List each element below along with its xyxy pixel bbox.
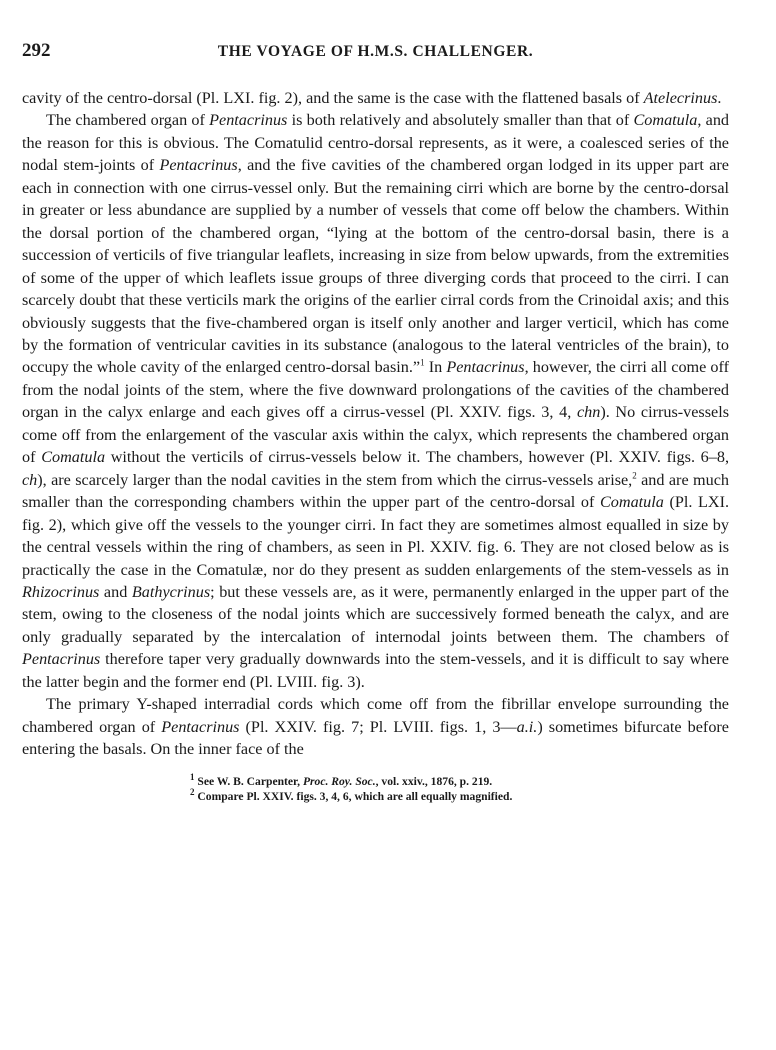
italic-term: Bathycrinus — [131, 582, 211, 601]
text-run: without the verticils of cirrus-vessels below it. The chambers, however (Pl. XXIV. figs. 6–8, — [105, 448, 730, 467]
italic-term: a.i. — [516, 717, 538, 736]
text-run: is both relatively and absolutely smaller than that of — [287, 111, 634, 130]
text-run: , and the five cavities of the chambered organ lodged in its upper part are each in connection with one cirrus-vessel only. But the remaining cirri which are borne by the centro-dorsal in greater or less abundance are supplied by a number of vessels that come off below the chambers. Within the dorsal portion of the chambered organ, “lying at the bottom of the centro-dorsal basin, there is a succession of verticils of five triangular leaflets, increasing in size from below upwards, from the extremities of some of the upper of which leaflets issue groups of three diverging cords that proceed to the cirri. I can scarcely doubt that these verticils mark the origins of the earlier cirral cords from the Crinoidal axis; and this obviously suggests that the five-chambered organ is itself only another and larger verticil, which has come by the formation of ventricular cavities in its substance (analogous to the lateral ventricles of the brain), to occupy the whole cavity of the enlarged centro-dorsal basin.” — [22, 156, 729, 377]
italic-term: ch — [22, 470, 38, 489]
italic-term: Pentacrinus — [161, 717, 240, 736]
text-run: (Pl. XXIV. fig. 7; Pl. LVIII. figs. 1, 3— — [239, 717, 517, 736]
paragraph — [22, 87, 729, 109]
text-run: , vol. xxiv., 1876, p. 219. — [375, 774, 493, 788]
paragraph — [22, 693, 729, 760]
italic-term: Pentacrinus — [209, 111, 288, 130]
page — [22, 40, 729, 804]
italic-term: Pentacrinus — [159, 156, 238, 175]
footnote — [190, 771, 729, 789]
text-run: ). No cirrus-vessels come off from the enlargement of the vascular axis within the calyx, which represents the chambered organ of — [22, 403, 729, 467]
footnote-marker: 1 — [420, 358, 425, 369]
footnote-marker: 2 — [632, 470, 637, 481]
text-run: cavity of the centro-dorsal (Pl. LXI. fig. 2), and the same is the case with the flattened basals of — [22, 89, 644, 107]
paragraph — [22, 109, 729, 693]
text-run: In — [424, 358, 447, 377]
text-run: ), are scarcely larger than the nodal cavities in the stem from which the cirrus-vessels arise, — [37, 470, 633, 489]
text-run: . — [717, 89, 722, 107]
text-run: and — [99, 582, 132, 601]
footnote-marker: 1 — [190, 771, 195, 782]
text-run: (Pl. LXI. fig. 2), which give off the vessels to the younger cirri. In fact they are sometimes almost equalled in size by the central vessels within the ring of chambers, as seen in Pl. XXIV. fig. 6. They are not closed below as is practically the case in the Comatulæ, nor do they present as sudden enlargements of the stem-vessels as in — [22, 493, 730, 579]
footnotes — [22, 771, 729, 804]
italic-term: Comatula — [600, 493, 664, 512]
italic-term: Comatula — [633, 111, 698, 130]
running-title: THE VOYAGE OF H.M.S. CHALLENGER. — [217, 43, 534, 60]
body-text — [22, 87, 729, 761]
italic-term: Atelecrinus — [643, 89, 718, 107]
running-head — [22, 40, 729, 68]
text-run: The primary Y-shaped interradial cords which come off from the fibrillar envelope surrounding the chambered organ of — [22, 695, 729, 736]
italic-term: Rhizocrinus — [22, 582, 100, 601]
text-run: ) sometimes bifurcate before entering the basals. On the inner face of the — [22, 717, 729, 759]
text-run: , however, the cirri all come off from the nodal joints of the stem, where the five downward prolongations of the cavities of the chambered organ in the calyx enlarge and each gives off a cirrus-vessel (Pl. XXIV. figs. 3, 4, — [22, 358, 730, 422]
text-run: and are much smaller than the corresponding chambers within the upper part of the centro-dorsal of — [22, 470, 729, 512]
page-number: 292 — [22, 40, 51, 61]
italic-term: Pentacrinus — [446, 358, 525, 377]
text-run: The chambered organ of — [46, 111, 210, 130]
text-run: See W. B. Carpenter, — [194, 774, 303, 788]
italic-term: Pentacrinus — [22, 650, 101, 669]
footnote-marker: 2 — [190, 786, 195, 797]
italic-term: Comatula — [41, 448, 106, 467]
text-run: therefore taper very gradually downwards into the stem-vessels, and it is difficult to say where the latter begin and the former end (Pl. LVIII. fig. 3). — [22, 650, 729, 691]
footnote — [190, 786, 729, 804]
text-run: , and the reason for this is obvious. The Comatulid centro-dorsal represents, as it were, a coalesced series of the nodal stem-joints of — [22, 111, 730, 175]
italic-term: chn — [576, 403, 601, 422]
text-run: ; but these vessels are, as it were, permanently enlarged in the upper part of the stem, owing to the closeness of the nodal joints which are successively formed beneath the calyx, and are only gradually separated by the intercalation of internodal joints between them. The chambers of — [22, 582, 729, 646]
italic-term: Proc. Roy. Soc. — [302, 774, 376, 788]
text-run: Compare Pl. XXIV. figs. 3, 4, 6, which are all equally magnified. — [194, 789, 513, 803]
